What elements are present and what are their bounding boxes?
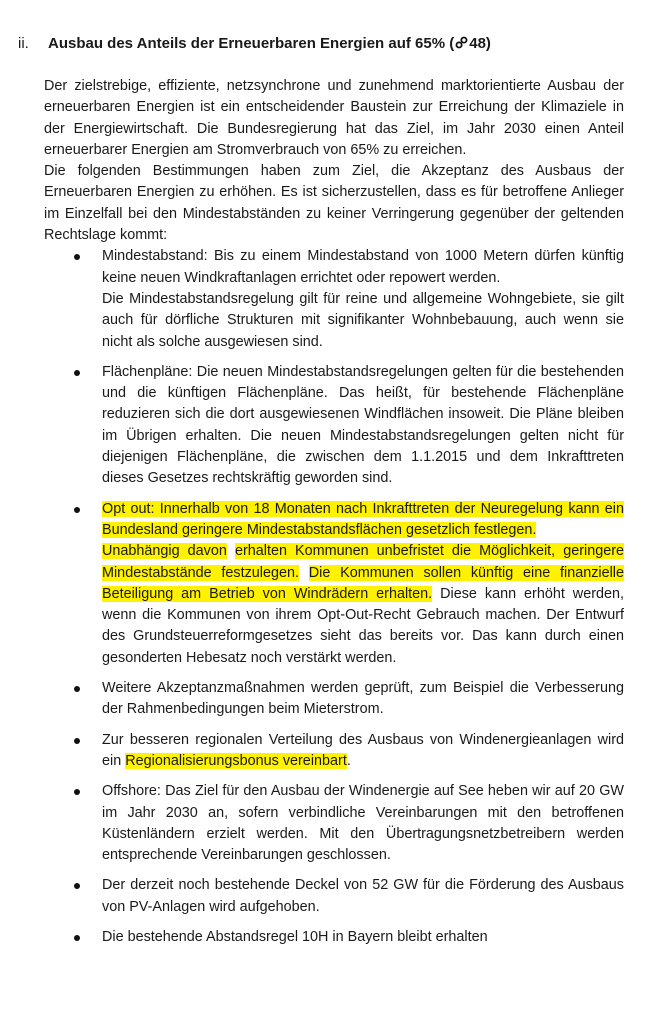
link-chain-icon[interactable]: [455, 36, 468, 49]
regional-text: Zur besseren regionalen Verteilung des Ausbaus von Windenergieanlagen wird ein: [102, 731, 624, 769]
opt-out-highlight-1: Opt out: Innerhalb von 18 Monaten nach Inkrafttreten der Neuregelung kann ein Bundesland geringere Mindestabstandsflächen gesetzlich festlegen.: [102, 500, 624, 538]
bullet-icon: [74, 738, 80, 744]
bayern-text: Die bestehende Abstandsregel 10H in Bayern bleibt erhalten: [102, 928, 488, 945]
section-heading: [18, 34, 491, 54]
section-reference-number: 48): [469, 35, 491, 52]
list-item-bayern: [44, 927, 624, 948]
section-body: [44, 76, 624, 948]
section-title: Ausbau des Anteils der Erneuerbaren Energien auf 65% (: [48, 35, 455, 52]
mindestabstand-scope-text: Die Mindestabstandsregelung gilt für reine und allgemeine Wohngebiete, sie gilt auch für dörfliche Strukturen mit signifikanter Wohnbebauung, auch wenn sie nicht als solche ausgewiesen sind.: [102, 290, 624, 350]
list-item-mindestabstand: [44, 246, 624, 352]
intro-paragraph-2: Die folgenden Bestimmungen haben zum Ziel, die Akzeptanz des Ausbaus der Erneuerbaren Energien zu erhöhen. Es ist sicherzustellen, dass es für betroffene Anlieger im Einzelfall bei den Mindestabständen zu keiner Verringerung gegenüber der geltenden Rechtslage kommt:: [44, 163, 624, 244]
list-item-akzeptanz: [44, 678, 624, 721]
regional-highlight: Regionalisierungsbonus vereinbart: [125, 752, 347, 769]
akzeptanz-text: Weitere Akzeptanzmaßnahmen werden geprüft, zum Beispiel die Verbesserung der Rahmenbedingungen beim Mieterstrom.: [102, 680, 624, 718]
measures-list: [44, 246, 624, 948]
bullet-icon: [74, 254, 80, 260]
bullet-icon: [74, 370, 80, 376]
offshore-text: Offshore: Das Ziel für den Ausbau der Windenergie auf See heben wir auf 20 GW im Jahr 2030 an, sofern verbindliche Vereinbarungen mit den betroffenen Küstenländern erzielt werden. Mit den Übertragungsnetzbetreibern werden entsprechende Vereinbarungen geschlossen.: [102, 783, 624, 864]
bullet-icon: [74, 883, 80, 889]
section-number: ii.: [18, 35, 29, 52]
opt-out-highlight-2a: Unabhängig davon: [102, 543, 227, 560]
opt-out-highlight-2b: erhalten Kommunen unbefristet die Möglichkeit, geringere Mindestabstände festzulegen.: [102, 543, 624, 581]
bullet-icon: [74, 507, 80, 513]
list-item-deckel: [44, 875, 624, 918]
flaechenplaene-text: Flächenpläne: Die neuen Mindestabstandsregelungen gelten für die bestehenden und die künftigen Flächenpläne. Das heißt, für bestehende Flächenpläne reduzieren sich die dort ausgewiesenen Windflächen insoweit. Die Pläne bleiben im Übrigen erhalten. Die neuen Mindestabstandsregelungen gelten nicht für diejenigen Flächenpläne, die zwischen dem 1.1.2015 und dem Inkrafttreten dieses Gesetzes rechtskräftig geworden sind.: [102, 363, 624, 487]
bullet-icon: [74, 935, 80, 941]
list-item-offshore: [44, 781, 624, 866]
intro-paragraph-1: Der zielstrebige, effiziente, netzsynchrone und zunehmend marktorientierte Ausbau der erneuerbaren Energien ist ein entscheidender Baustein zur Erreichung der Klimaziele in der Energiewirtschaft. Die Bundesregierung hat das Ziel, im Jahr 2030 einen Anteil erneuerbarer Energien am Stromverbrauch von 65% zu erreichen.: [44, 78, 624, 158]
list-item-regional: [44, 730, 624, 773]
opt-out-rest-text: Diese kann erhöht werden, wenn die Kommunen von ihrem Opt-Out-Recht Gebrauch machen. Der Entwurf des Grundsteuerreformgesetzes sieht das bereits vor. Das kann durch einen gesonderten Hebesatz noch verstärkt werden.: [102, 585, 625, 666]
mindestabstand-text: Mindestabstand: Bis zu einem Mindestabstand von 1000 Metern dürfen künftig keine neuen Windkraftanlagen errichtet oder repowert werden.: [102, 248, 624, 286]
list-item-opt-out: [44, 499, 624, 669]
deckel-text: Der derzeit noch bestehende Deckel von 52 GW für die Förderung des Ausbaus von PV-Anlagen wird aufgehoben.: [102, 877, 624, 915]
list-item-flaechenplaene: [44, 362, 624, 490]
opt-out-highlight-2c: Die Kommunen sollen künftig eine finanzielle Beteiligung am Betrieb von Windrädern erhalten.: [102, 564, 625, 602]
regional-text-end: .: [346, 752, 351, 769]
bullet-icon: [74, 789, 80, 795]
bullet-icon: [74, 686, 80, 692]
